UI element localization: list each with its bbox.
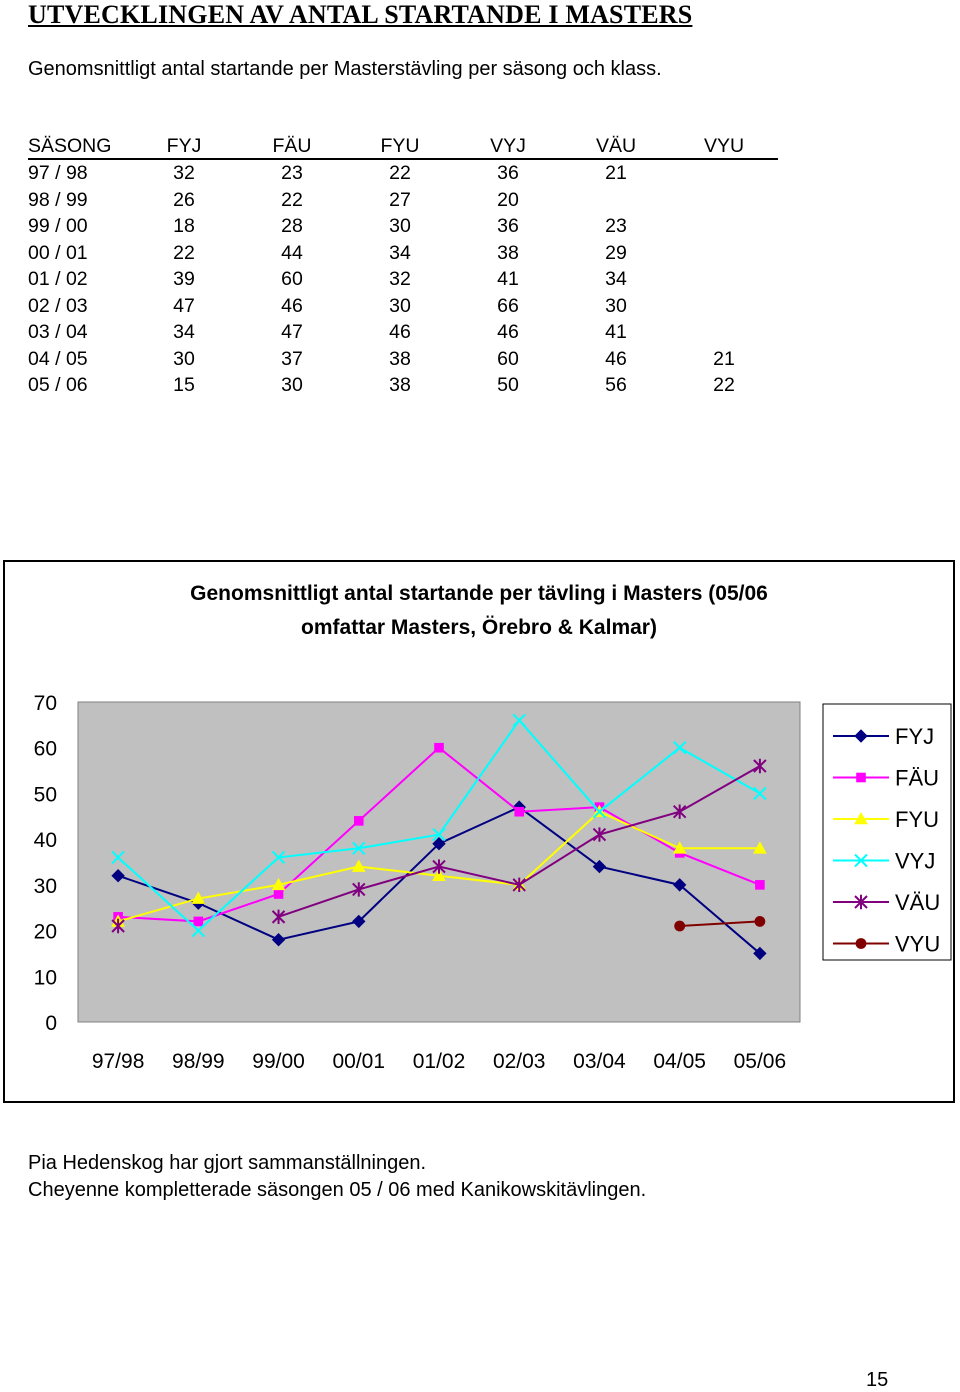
cell-vyu: 22: [713, 374, 735, 396]
table-row: [28, 159, 778, 187]
x-tick-label: 04/05: [653, 1050, 706, 1073]
data-point-circle: [754, 916, 765, 927]
cell-vau: 29: [605, 241, 627, 264]
data-table: [28, 134, 778, 399]
cell-vyj: 50: [497, 374, 519, 396]
x-tick-label: 98/99: [172, 1050, 225, 1073]
cell-fyj: 26: [173, 188, 195, 211]
y-tick-label: 20: [33, 920, 57, 944]
data-point-circle: [856, 938, 867, 949]
data-point-square: [856, 773, 866, 783]
cell-fau: 37: [281, 347, 303, 370]
header-fyj: FYJ: [130, 134, 238, 159]
data-point-square: [755, 880, 765, 890]
cell-fyu: 22: [389, 162, 411, 184]
header-season: SÄSONG: [28, 134, 130, 159]
x-tick-label: 00/01: [332, 1050, 386, 1073]
cell-vyu: [670, 266, 778, 293]
page-subtitle: Genomsnittligt antal startande per Masterstävling per säsong och klass.: [28, 58, 662, 80]
table-row: [28, 187, 778, 214]
header-fau: FÄU: [238, 134, 346, 159]
cell-fyu: 27: [389, 188, 411, 211]
cell-fau: 47: [281, 321, 303, 343]
footer-credit-2: Cheyenne kompletterade säsongen 05 / 06 med Kanikowskitävlingen.: [28, 1179, 647, 1201]
page-number: 15: [866, 1369, 889, 1391]
table-row: [28, 213, 778, 240]
cell-vyu: [670, 213, 778, 240]
x-tick-label: 99/00: [252, 1050, 305, 1073]
cell-fyj: 18: [173, 215, 195, 237]
legend-label: VÄU: [895, 890, 941, 915]
data-point-square: [354, 816, 364, 826]
chart-legend: [823, 704, 951, 960]
cell-season: 04 / 05: [28, 347, 88, 370]
cell-fau: 60: [281, 268, 303, 290]
cell-season: 02 / 03: [28, 294, 88, 317]
table-row: [28, 346, 778, 373]
header-vyj: VYJ: [454, 134, 562, 159]
table-row: [28, 372, 778, 399]
cell-vau: [562, 187, 670, 214]
cell-vyj: 38: [497, 241, 519, 264]
y-tick-label: 10: [33, 966, 57, 990]
cell-fyu: 30: [389, 215, 411, 237]
cell-season: 05 / 06: [28, 374, 88, 396]
cell-vau: 30: [605, 294, 627, 317]
cell-vyj: 36: [497, 162, 519, 184]
cell-vau: 21: [605, 162, 627, 184]
cell-fyj: 32: [173, 162, 195, 184]
cell-vyj: 20: [497, 188, 519, 211]
cell-fyj: 39: [173, 268, 195, 290]
legend-label: VYU: [895, 931, 941, 957]
table-header-row: [28, 134, 778, 159]
cell-season: 97 / 98: [28, 162, 88, 184]
legend-label: FYU: [895, 807, 939, 832]
data-point-square: [514, 807, 524, 817]
cell-fau: 22: [281, 188, 303, 211]
y-tick-label: 50: [33, 783, 57, 807]
cell-vau: 34: [605, 268, 627, 290]
cell-vyj: 60: [497, 347, 519, 370]
cell-vyu: [670, 187, 778, 214]
legend-label: FYJ: [895, 724, 935, 749]
cell-fyj: 47: [173, 294, 195, 317]
cell-fyj: 22: [173, 241, 195, 264]
page-title: UTVECKLINGEN AV ANTAL STARTANDE I MASTERS: [28, 0, 693, 29]
header-vau: VÄU: [562, 134, 670, 159]
cell-season: 98 / 99: [28, 188, 88, 211]
legend-label: FÄU: [895, 765, 939, 791]
cell-fyu: 32: [389, 268, 411, 290]
y-tick-label: 70: [33, 692, 57, 715]
chart-title-line1: Genomsnittligt antal startande per tävling i Masters (05/06: [190, 582, 768, 605]
cell-fau: 46: [281, 294, 303, 317]
cell-fau: 23: [281, 162, 303, 184]
cell-vyu: 21: [713, 347, 735, 370]
cell-vyj: 36: [497, 215, 519, 237]
y-tick-label: 30: [33, 874, 57, 898]
cell-fau: 28: [281, 215, 303, 237]
header-fyu: FYU: [346, 134, 454, 159]
cell-fau: 30: [281, 374, 303, 396]
y-tick-label: 60: [33, 737, 57, 761]
cell-season: 03 / 04: [28, 321, 88, 343]
x-tick-label: 03/04: [573, 1050, 626, 1073]
cell-vau: 56: [605, 374, 627, 396]
data-point-square: [194, 917, 204, 927]
data-point-circle: [674, 921, 685, 932]
table-row: [28, 319, 778, 346]
y-tick-label: 40: [33, 829, 57, 853]
cell-fyj: 15: [173, 374, 195, 396]
cell-fyu: 38: [389, 347, 411, 370]
cell-vyj: 46: [497, 321, 519, 343]
x-tick-label: 02/03: [492, 1050, 546, 1073]
table-row: [28, 240, 778, 267]
cell-vau: 23: [605, 215, 627, 237]
legend-label: VYJ: [895, 848, 936, 874]
chart-title-line2: omfattar Masters, Örebro & Kalmar): [301, 616, 657, 639]
cell-fyu: 30: [389, 294, 411, 317]
cell-fyu: 38: [389, 374, 411, 396]
cell-fyj: 34: [173, 321, 195, 343]
data-point-square: [274, 889, 284, 899]
table-row: [28, 266, 778, 293]
cell-vyu: [670, 159, 778, 187]
chart-container: [3, 560, 955, 1103]
header-vyu: VYU: [670, 134, 778, 159]
x-tick-label: 01/02: [412, 1050, 466, 1073]
data-point-square: [434, 743, 444, 753]
cell-season: 00 / 01: [28, 241, 88, 264]
cell-vau: 46: [605, 347, 627, 370]
cell-fyu: 34: [389, 241, 411, 264]
cell-vyj: 41: [497, 268, 519, 290]
cell-vyu: [670, 319, 778, 346]
table-row: [28, 293, 778, 320]
cell-vyu: [670, 240, 778, 267]
x-tick-label: 97/98: [91, 1050, 145, 1073]
cell-fau: 44: [281, 241, 303, 264]
cell-vau: 41: [605, 321, 627, 343]
y-tick-label: 0: [45, 1012, 57, 1035]
cell-fyu: 46: [389, 321, 411, 343]
cell-season: 99 / 00: [28, 215, 88, 237]
footer-credit-1: Pia Hedenskog har gjort sammanställningen.: [28, 1152, 426, 1174]
cell-fyj: 30: [173, 347, 195, 370]
x-tick-label: 05/06: [733, 1050, 787, 1073]
cell-vyu: [670, 293, 778, 320]
line-chart: [5, 562, 953, 1101]
cell-season: 01 / 02: [28, 268, 88, 290]
cell-vyj: 66: [497, 294, 519, 317]
